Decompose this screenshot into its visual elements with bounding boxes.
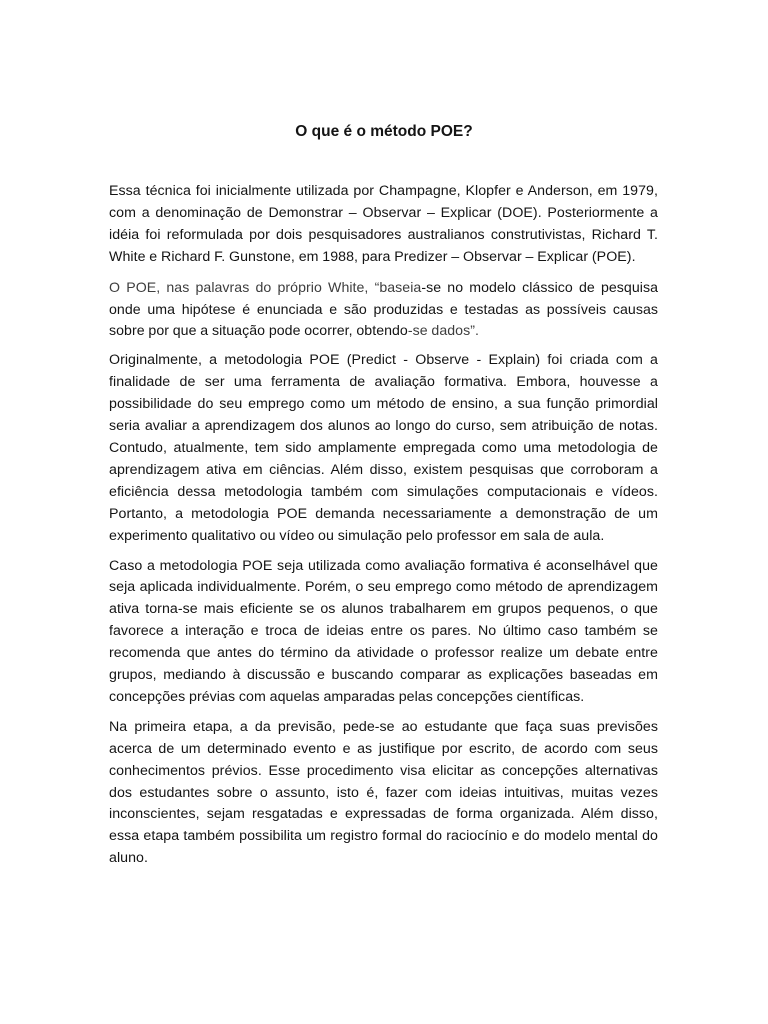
paragraph-prediction-stage: Na primeira etapa, a da previsão, pede-se ao estudante que faça suas previsões acerca de um determinado evento e as justifique por escrito, de acordo com seus conhecimentos prévios. Esse procedimento visa elicitar as concepções alternativas dos estudantes sobre o assunto, isto é, fazer com ideias intuitivas, muitas vezes inconscientes, sejam resgatadas e expressadas de forma organizada. Além disso, essa etapa também possibilita um registro formal do raciocínio e do modelo mental do aluno. <box>109 718 658 867</box>
paragraph-formative-use: Caso a metodologia POE seja utilizada como avaliação formativa é aconselhável que seja aplicada individualmente. Porém, o seu emprego como método de aprendizagem ativa torna-se mais eficiente se os alunos trabalharem em grupos pequenos, o que favorece a interação e troca de ideias entre os pares. No último caso também se recomenda que antes do término da atividade o professor realize um debate entre grupos, mediando à discussão e buscando comparar as explicações baseadas em concepções prévias com aquelas amparadas pelas concepções científicas. <box>109 557 658 705</box>
paragraph-origin: Essa técnica foi inicialmente utilizada por Champagne, Klopfer e Anderson, em 1979, com a denominação de Demonstrar – Observar – Explicar (DOE). Posteriormente a idéia foi reformulada por dois pesquisadores australianos construtivistas, Richard T. White e Richard F. Gunstone, em 1988, para Predizer – Observar – Explicar (POE). <box>109 183 658 265</box>
quote-body: -se no modelo clássico de pesquisa onde uma hipótese é enunciada e são produzidas e testadas as possíveis causas sobre por que a situação pode ocorrer, obtendo <box>109 278 658 339</box>
document-body <box>109 181 658 878</box>
paragraph-original-purpose: Originalmente, a metodologia POE (Predict - Observe - Explain) foi criada com a finalidade de ser uma ferramenta de avaliação formativa. Embora, houvesse a possibilidade do seu emprego como um método de ensino, a sua função primordial seria avaliar a aprendizagem dos alunos ao longo do curso, sem atribuição de notas. Contudo, atualmente, tem sido amplamente empregada como uma metodologia de aprendizagem ativa em ciências. Além disso, existem pesquisas que corroboram a eficiência dessa metodologia também com simulações computacionais e vídeos. Portanto, a metodologia POE demanda necessariamente a demonstração de um experimento qualitativo ou vídeo ou simulação pelo professor em sala de aula. <box>109 352 658 544</box>
quote-end: -se dados”. <box>407 322 479 339</box>
page-title: O que é o método POE? <box>295 123 473 140</box>
paragraph-white-quote <box>109 277 658 343</box>
quote-lead: O POE, nas palavras do próprio White, “baseia <box>109 278 422 295</box>
